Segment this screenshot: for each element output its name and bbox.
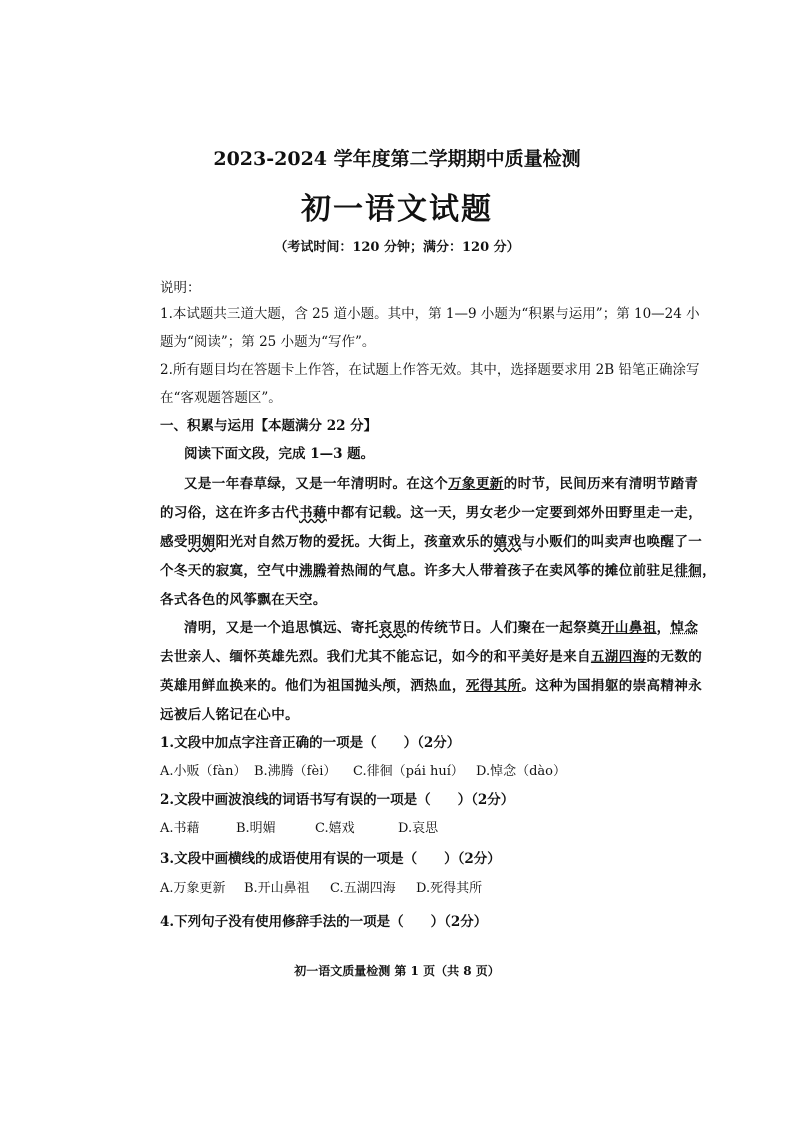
dotted-word: 沸腾 bbox=[299, 563, 327, 579]
passage-line: 又是一年春草绿，又是一年清明时。在这个万象更新的时节，民间历来有清明节踏青 bbox=[184, 476, 699, 492]
option-a[interactable]: A.万象更新 bbox=[160, 881, 226, 896]
option-d[interactable]: D.哀思 bbox=[398, 821, 439, 836]
passage-line: 远被后人铭记在心中。 bbox=[160, 707, 299, 723]
option-c[interactable]: C.五湖四海 bbox=[330, 881, 396, 896]
option-b[interactable]: B.明媚 bbox=[236, 821, 276, 836]
passage-line: 各式各色的风筝飘在天空。 bbox=[160, 592, 327, 608]
dotted-word: 徘徊 bbox=[674, 563, 703, 579]
passage-line: 个冬天的寂寞，空气中沸腾着热闹的气息。许多大人带着孩子在卖风筝的摊位前驻足徘徊， bbox=[160, 563, 717, 579]
wavy-word: 嬉戏 bbox=[493, 534, 522, 550]
question-stem: 4.下列句子没有使用修辞手法的一项是（ ）（2分） bbox=[160, 914, 488, 930]
question-stem: 2.文段中画波浪线的词语书写有误的一项是（ ）（2分） bbox=[160, 792, 515, 808]
underlined-idiom: 开山鼻祖 bbox=[601, 620, 657, 636]
passage-line: 去世亲人、缅怀英雄先烈。我们尤其不能忘记，如今的和平美好是来自五湖四海的无数的 bbox=[160, 649, 703, 665]
option-b[interactable]: B.开山鼻祖 bbox=[244, 881, 310, 896]
wavy-word: 哀思 bbox=[378, 620, 407, 636]
option-b[interactable]: B.沸腾（fèi） bbox=[254, 764, 337, 779]
dotted-word: 悼念 bbox=[670, 620, 699, 636]
passage-line: 感受明媚阳光对自然万物的爱抚。大街上，孩童欢乐的嬉戏与小贩们的叫卖声也唤醒了一 bbox=[160, 534, 703, 550]
wavy-word: 明媚 bbox=[187, 534, 216, 550]
option-a[interactable]: A.小贩（fàn） bbox=[160, 764, 247, 779]
option-d[interactable]: D.悼念（dào） bbox=[476, 764, 566, 779]
instruction-line: 在“客观题答题区”。 bbox=[160, 390, 282, 406]
option-c[interactable]: C.嬉戏 bbox=[315, 821, 355, 836]
question-options bbox=[160, 760, 566, 779]
instructions-heading: 说明： bbox=[160, 280, 201, 296]
section-lead: 阅读下面文段，完成 1—3 题。 bbox=[184, 446, 375, 462]
option-d[interactable]: D.死得其所 bbox=[416, 881, 483, 896]
question-stem: 3.文段中画横线的成语使用有误的一项是（ ）（2分） bbox=[160, 851, 501, 867]
instruction-line: 题为“阅读”；第 25 小题为“写作”。 bbox=[160, 334, 376, 350]
exam-info: （考试时间：120 分钟；满分：120 分） bbox=[274, 240, 520, 255]
option-c[interactable]: C.徘徊（pái huí） bbox=[353, 764, 464, 779]
instruction-line: 2.所有题目均在答题卡上作答，在试题上作答无效。其中，选择题要求用 2B 铅笔正确涂写 bbox=[160, 362, 700, 378]
option-a[interactable]: A.书藉 bbox=[160, 821, 200, 836]
subject-title: 初一语文试题 bbox=[301, 192, 493, 227]
page-footer: 初一语文质量检测 第 1 页（共 8 页） bbox=[294, 964, 500, 978]
question-options bbox=[160, 877, 483, 896]
passage-line: 清明，又是一个追思慎远、寄托哀思的传统节日。人们聚在一起祭奠开山鼻祖，悼念 bbox=[184, 620, 699, 636]
underlined-idiom: 万象更新 bbox=[448, 476, 504, 492]
passage-line: 英雄用鲜血换来的。他们为祖国抛头颅，洒热血，死得其所。这种为国捐躯的崇高精神永 bbox=[160, 678, 703, 694]
wavy-word: 书藉 bbox=[299, 505, 327, 521]
underlined-idiom: 五湖四海 bbox=[590, 649, 647, 665]
question-options bbox=[160, 817, 439, 836]
exam-title: 2023-2024 学年度第二学期期中质量检测 bbox=[213, 148, 581, 170]
section-heading: 一、积累与运用【本题满分 22 分】 bbox=[160, 418, 378, 434]
underlined-idiom: 死得其所 bbox=[465, 678, 522, 694]
passage-line: 的习俗，这在许多古代书藉中都有记载。这一天，男女老少一定要到郊外田野里走一走， bbox=[160, 505, 703, 521]
instruction-line: 1.本试题共三道大题，含 25 道小题。其中，第 1—9 小题为“积累与运用”；第 10—24 小 bbox=[160, 306, 700, 322]
question-stem: 1.文段中加点字注音正确的一项是（ ）（2分） bbox=[160, 735, 461, 751]
